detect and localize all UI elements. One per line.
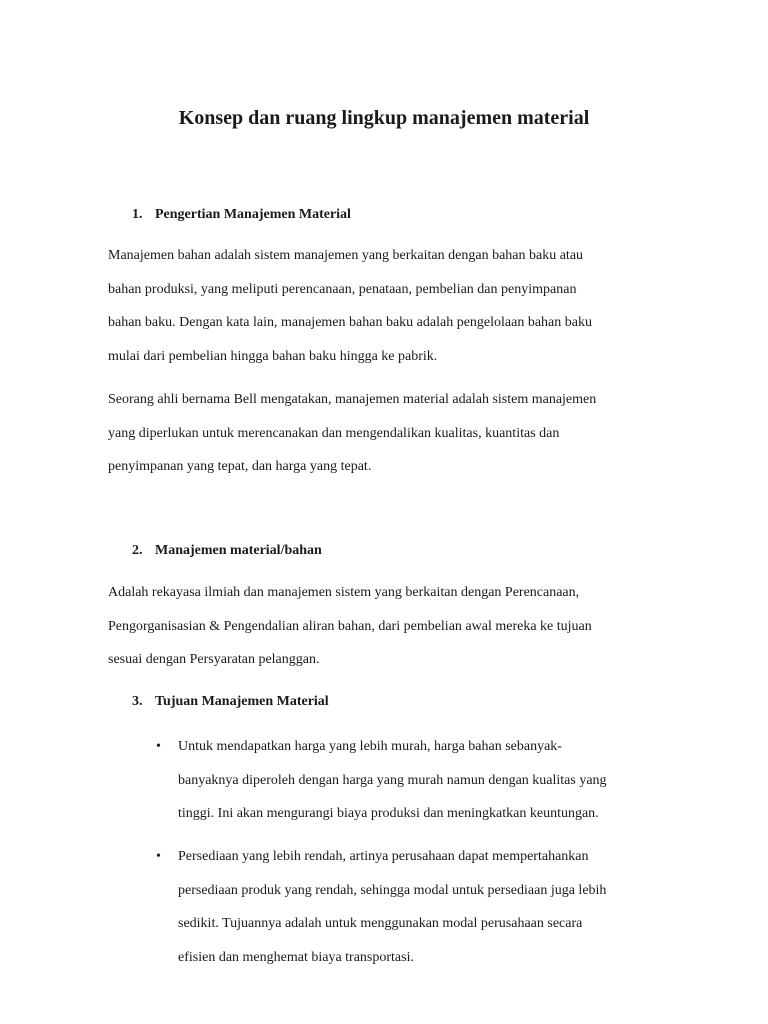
text-line: Seorang ahli bernama Bell mengatakan, manajemen material adalah sistem manajemen	[108, 392, 597, 407]
text-line: Untuk mendapatkan harga yang lebih murah, harga bahan sebanyak-	[178, 739, 562, 754]
document-title: Konsep dan ruang lingkup manajemen material	[178, 107, 590, 129]
text-line: bahan baku. Dengan kata lain, manajemen bahan baku adalah pengelolaan bahan baku	[108, 315, 592, 331]
text-line: sesuai dengan Persyaratan pelanggan.	[108, 652, 320, 668]
text-line: tinggi. Ini akan mengurangi biaya produksi dan meningkatkan keuntungan.	[178, 806, 599, 822]
bullet-point: •	[156, 739, 161, 754]
text-line: Pengorganisasian & Pengendalian aliran bahan, dari pembelian awal mereka ke tujuan	[108, 618, 592, 634]
section-1-heading	[132, 205, 351, 225]
text-line: Persediaan yang lebih rendah, artinya perusahaan dapat mempertahankan	[178, 849, 589, 864]
text-line: banyaknya diperoleh dengan harga yang murah namun dengan kualitas yang	[178, 772, 607, 788]
section-1-number: 1.	[132, 207, 143, 222]
text-line: Manajemen bahan adalah sistem manajemen yang berkaitan dengan bahan baku atau	[108, 248, 584, 263]
section-2-paragraph-1	[108, 583, 668, 684]
text-line: Adalah rekayasa ilmiah dan manajemen sistem yang berkaitan dengan Perencanaan,	[108, 585, 580, 600]
section-3-title: Tujuan Manajemen Material	[155, 694, 329, 709]
section-3-heading	[132, 692, 329, 712]
section-3-number: 3.	[132, 694, 143, 709]
text-line: sedikit. Tujuannya adalah untuk menggunakan modal perusahaan secara	[178, 916, 583, 932]
text-line: penyimpanan yang tepat, dan harga yang tepat.	[108, 459, 372, 475]
bullet-point: •	[156, 849, 161, 864]
section-2-heading	[132, 541, 322, 561]
section-1-paragraph-1	[108, 246, 668, 381]
section-1-title: Pengertian Manajemen Material	[155, 207, 351, 222]
text-line: bahan produksi, yang meliputi perencanaan, penataan, pembelian dan penyimpanan	[108, 281, 577, 297]
bullet-item-2	[178, 847, 678, 982]
bullet-item-1	[178, 737, 678, 838]
text-line: persediaan produk yang rendah, sehingga modal untuk persediaan juga lebih	[178, 882, 607, 898]
text-line: mulai dari pembelian hingga bahan baku hingga ke pabrik.	[108, 349, 438, 365]
section-2-title: Manajemen material/bahan	[155, 543, 322, 558]
section-2-number: 2.	[132, 543, 143, 558]
section-1-paragraph-2	[108, 390, 668, 491]
text-line: yang diperlukan untuk merencanakan dan mengendalikan kualitas, kuantitas dan	[108, 425, 560, 441]
text-line: efisien dan menghemat biaya transportasi.	[178, 950, 414, 966]
